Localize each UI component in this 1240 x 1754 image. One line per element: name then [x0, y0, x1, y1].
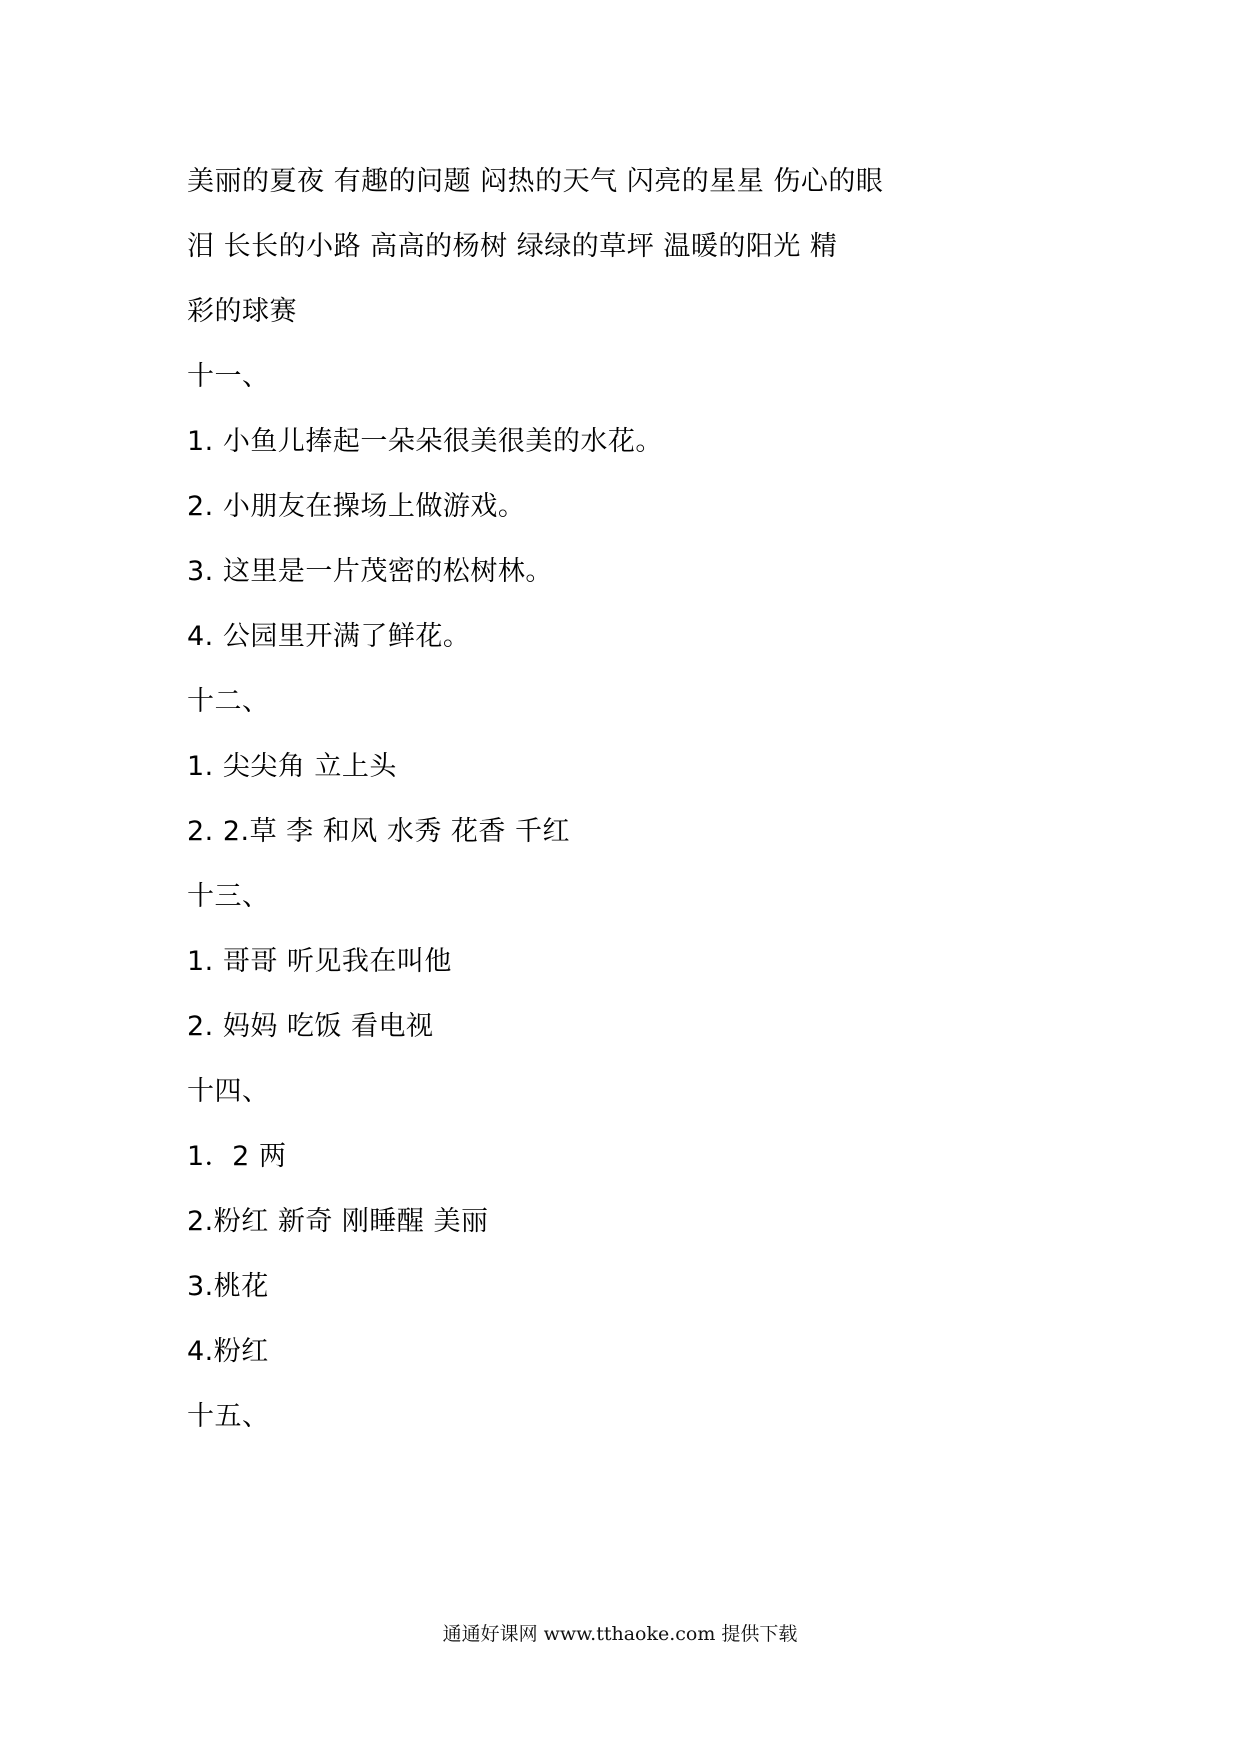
section-heading: 十四、	[187, 1076, 270, 1107]
section-heading: 十五、	[187, 1401, 270, 1432]
section-heading: 十二、	[187, 686, 270, 717]
answer-item: 4.粉红	[187, 1336, 269, 1367]
answer-item: 2. 小朋友在操场上做游戏。	[187, 491, 526, 522]
answer-item: 1．2 两	[187, 1141, 287, 1172]
section-heading: 十三、	[187, 881, 270, 912]
answer-item: 1. 小鱼儿捧起一朵朵很美很美的水花。	[187, 426, 663, 457]
section-heading: 十一、	[187, 361, 270, 392]
answer-item: 4. 公园里开满了鲜花。	[187, 621, 471, 652]
page-footer: 通通好课网 www.tthaoke.com 提供下载	[442, 1623, 798, 1645]
text-line: 泪 长长的小路 高高的杨树 绿绿的草坪 温暖的阳光 精	[187, 231, 838, 262]
answer-item: 3. 这里是一片茂密的松树林。	[187, 556, 553, 587]
answer-item: 1. 哥哥 听见我在叫他	[187, 946, 452, 977]
text-line: 彩的球赛	[187, 296, 297, 327]
text-line: 美丽的夏夜 有趣的问题 闷热的天气 闪亮的星星 伤心的眼	[187, 166, 884, 197]
answer-item: 3.桃花	[187, 1271, 269, 1302]
answer-item: 1. 尖尖角 立上头	[187, 751, 397, 782]
answer-item: 2. 妈妈 吃饭 看电视	[187, 1011, 434, 1042]
answer-item: 2.粉红 新奇 刚睡醒 美丽	[187, 1206, 489, 1237]
answer-item: 2. 2.草 李 和风 水秀 花香 千红	[187, 816, 571, 847]
